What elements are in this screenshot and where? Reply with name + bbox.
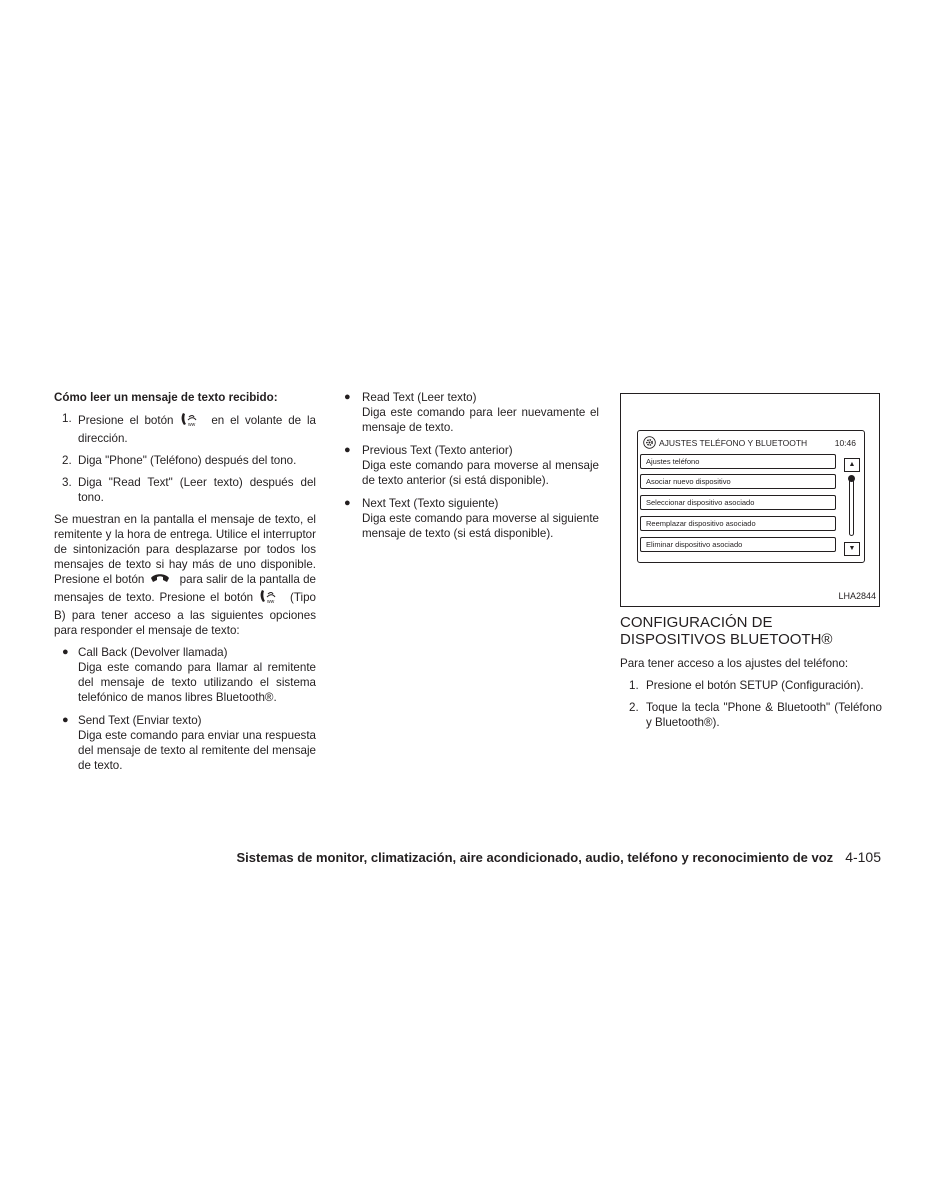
step-2: [54, 453, 316, 468]
list-item: [54, 645, 316, 705]
title-line-2: DISPOSITIVOS BLUETOOTH®: [620, 631, 833, 648]
step-text-a: Presione el botón: [78, 414, 174, 428]
step-text: Diga "Phone" (Teléfono) después del tono.: [78, 454, 297, 467]
scroll-down-button[interactable]: ▼: [844, 542, 860, 556]
page-number: 4-105: [845, 849, 881, 865]
bullet-desc: Diga este comando para leer nuevamente el mensaje de texto.: [362, 406, 599, 434]
svg-text:ww: ww: [187, 422, 195, 427]
bullet-title: Call Back (Devolver llamada): [78, 646, 228, 659]
screen-title: AJUSTES TELÉFONO Y BLUETOOTH: [659, 438, 808, 448]
bullet-title: Read Text (Leer texto): [362, 391, 477, 404]
list-item: [344, 390, 599, 435]
instructions-paragraph: [54, 512, 316, 638]
screen-header: [643, 436, 858, 450]
step-text: Diga "Read Text" (Leer texto) después del tono.: [78, 476, 316, 504]
step-2: [620, 700, 882, 730]
bullet-dot: ●: [62, 646, 69, 658]
svg-text:ww: ww: [267, 599, 275, 604]
list-item: [344, 443, 599, 488]
bullet-desc: Diga este comando para enviar una respuesta del mensaje de texto al remitente del mensaje de texto.: [78, 729, 316, 772]
left-column: [54, 390, 316, 781]
bullet-dot: ●: [344, 444, 351, 456]
step-text: Presione el botón SETUP (Configuración).: [646, 679, 864, 692]
bullet-title: Send Text (Enviar texto): [78, 714, 202, 727]
step-number: 1.: [629, 679, 639, 692]
step-number: 1.: [62, 412, 72, 425]
page-footer: [237, 849, 882, 865]
bullet-dot: ●: [62, 714, 69, 726]
list-item: [344, 496, 599, 541]
list-item: [54, 713, 316, 773]
phone-hangup-icon: [150, 572, 170, 588]
menu-item-delete-device[interactable]: Eliminar dispositivo asociado: [640, 537, 836, 552]
bullet-desc: Diga este comando para moverse al mensaje de texto anterior (si está disponible).: [362, 459, 599, 487]
bullet-dot: ●: [344, 391, 351, 403]
step-number: 2.: [62, 454, 72, 467]
step-number: 3.: [62, 476, 72, 489]
screen-figure: [620, 393, 880, 607]
bullet-desc: Diga este comando para llamar al remitente del mensaje de texto utilizando el sistema telefónico de manos libres Bluetooth®.: [78, 661, 316, 704]
steering-wheel-talk-icon: [180, 411, 200, 431]
section-heading: Cómo leer un mensaje de texto recibido:: [54, 391, 278, 404]
bullet-desc: Diga este comando para moverse al siguiente mensaje de texto (si está disponible).: [362, 512, 599, 540]
right-column: [620, 393, 882, 737]
steering-wheel-talk-icon: [259, 588, 279, 608]
footer-text: Sistemas de monitor, climatización, aire acondicionado, audio, teléfono y reconocimiento de voz: [236, 850, 834, 865]
menu-item-replace-device[interactable]: Reemplazar dispositivo asociado: [640, 516, 836, 531]
bullet-title: Previous Text (Texto anterior): [362, 444, 513, 457]
para-text-c: (Tipo B) para tener acceso a las siguientes opciones para responder el mensaje de texto:: [54, 591, 316, 637]
step-3: [54, 475, 316, 505]
intro-text: Para tener acceso a los ajustes del teléfono:: [620, 657, 849, 670]
gear-icon: [643, 436, 656, 453]
step-1: [54, 411, 316, 446]
bullet-title: Next Text (Texto siguiente): [362, 497, 499, 510]
figure-label: LHA2844: [838, 591, 876, 601]
middle-column: [344, 390, 599, 549]
step-number: 2.: [629, 701, 639, 714]
menu-item-phone-settings[interactable]: Ajustes teléfono: [640, 454, 836, 469]
menu-item-pair-device[interactable]: Asociar nuevo dispositivo: [640, 474, 836, 489]
step-text-b: en el volante de la dirección.: [78, 414, 316, 445]
display-screen: [637, 430, 865, 563]
section-title: [620, 614, 882, 648]
scrollbar-track[interactable]: [849, 476, 854, 536]
step-text: Toque la tecla "Phone & Bluetooth" (Teléfono y Bluetooth®).: [646, 701, 882, 729]
scroll-up-button[interactable]: ▲: [844, 458, 860, 472]
para-text-a: Se muestran en la pantalla el mensaje de texto, el remitente y la hora de entrega. Utilice el interruptor de sintonización para desplazarse por todos los mensajes de texto si hay más de uno disponible. Presione el botón: [54, 513, 316, 587]
menu-item-select-device[interactable]: Seleccionar dispositivo asociado: [640, 495, 836, 510]
title-line-1: CONFIGURACIÓN DE: [620, 614, 773, 631]
para-text-b: para salir de la pantalla de mensajes de texto. Presione el botón: [54, 573, 316, 605]
clock: 10:46: [834, 438, 856, 448]
bullet-dot: ●: [344, 497, 351, 509]
step-1: [620, 678, 882, 693]
